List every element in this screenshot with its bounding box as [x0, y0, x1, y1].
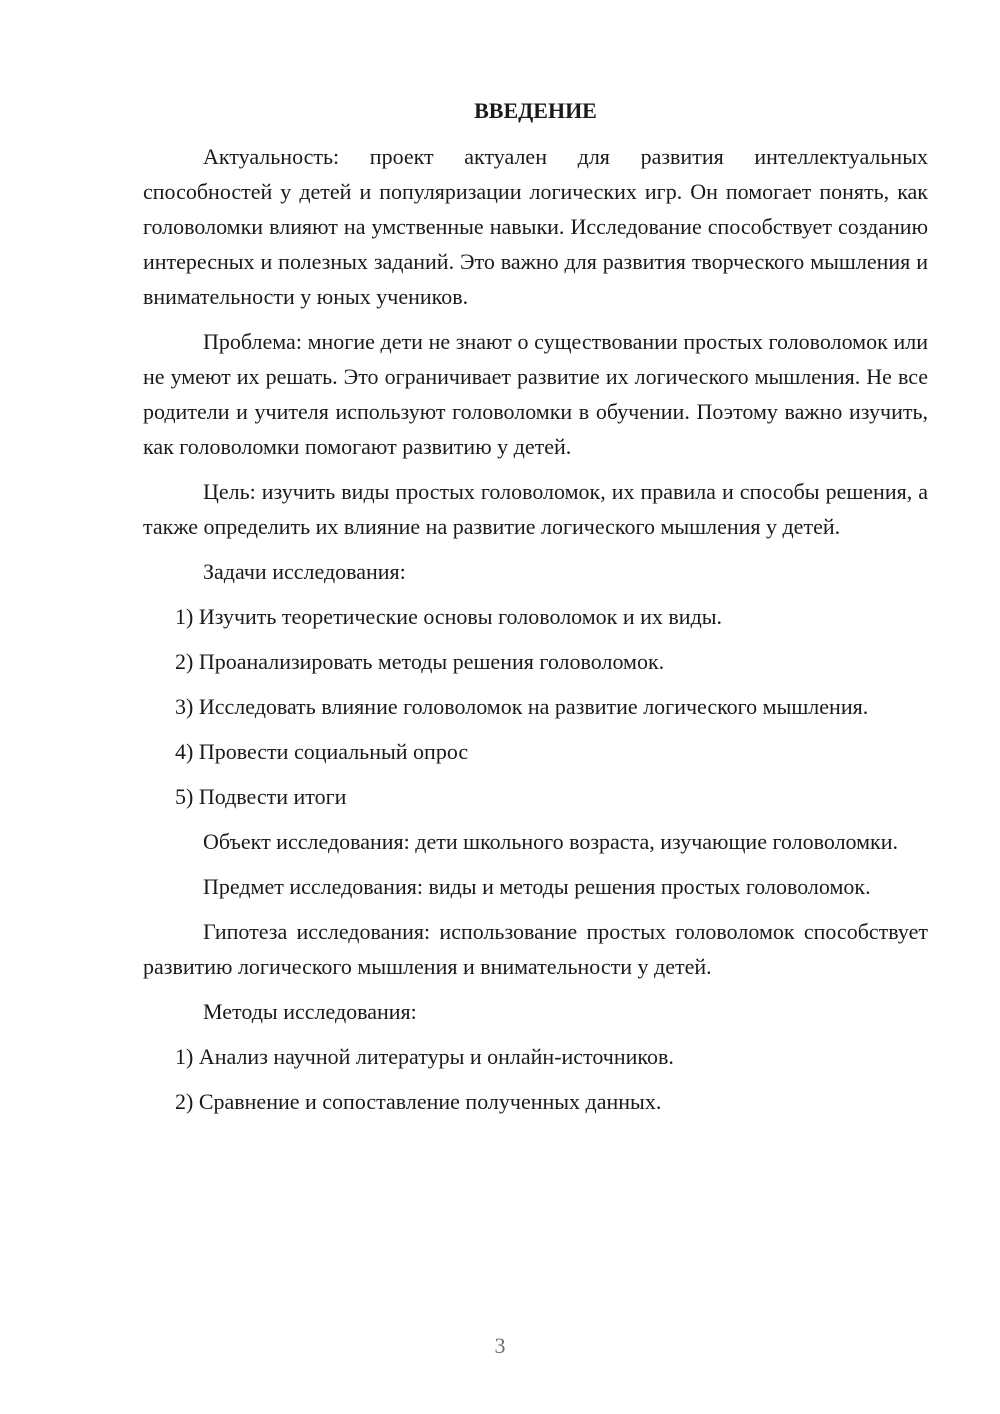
- method-item-1: 1) Анализ научной литературы и онлайн-источников.: [175, 1044, 674, 1069]
- paragraph-problem: Проблема: многие дети не знают о существовании простых головоломок или не умеют их решать. Это ограничивает развитие их логического мышления. Не все родители и учителя используют головоломки в обучении. Поэтому важно изучить, как головоломки помогают развитию у детей.: [143, 329, 928, 459]
- paragraph-tasks-intro: Задачи исследования:: [203, 559, 406, 584]
- paragraph-goal: Цель: изучить виды простых головоломок, их правила и способы решения, а также определить их влияние на развитие логического мышления у детей.: [143, 479, 928, 539]
- task-item-1: 1) Изучить теоретические основы головоломок и их виды.: [175, 604, 723, 629]
- task-item-2: 2) Проанализировать методы решения головоломок.: [175, 649, 665, 674]
- page-title: ВВЕДЕНИЕ: [474, 98, 597, 123]
- document-page: [143, 95, 928, 1129]
- paragraph-hypothesis: Гипотеза исследования: использование простых головоломок способствует развитию логического мышления и внимательности у детей.: [143, 919, 928, 979]
- paragraph-subject: Предмет исследования: виды и методы решения простых головоломок.: [203, 874, 871, 899]
- method-item-2: 2) Сравнение и сопоставление полученных данных.: [175, 1089, 662, 1114]
- task-item-3: 3) Исследовать влияние головоломок на развитие логического мышления.: [175, 694, 869, 719]
- paragraph-relevance: Актуальность: проект актуален для развития интеллектуальных способностей у детей и популяризации логических игр. Он помогает понять, как головоломки влияют на умственные навыки. Исследование способствует созданию интересных и полезных заданий. Это важно для развития творческого мышления и внимательности у юных учеников.: [143, 144, 928, 309]
- page-number: 3: [494, 1333, 506, 1358]
- task-item-4: 4) Провести социальный опрос: [175, 739, 469, 764]
- paragraph-methods-intro: Методы исследования:: [203, 999, 417, 1024]
- task-item-5: 5) Подвести итоги: [175, 784, 347, 809]
- paragraph-object: Объект исследования: дети школьного возраста, изучающие головоломки.: [203, 829, 899, 854]
